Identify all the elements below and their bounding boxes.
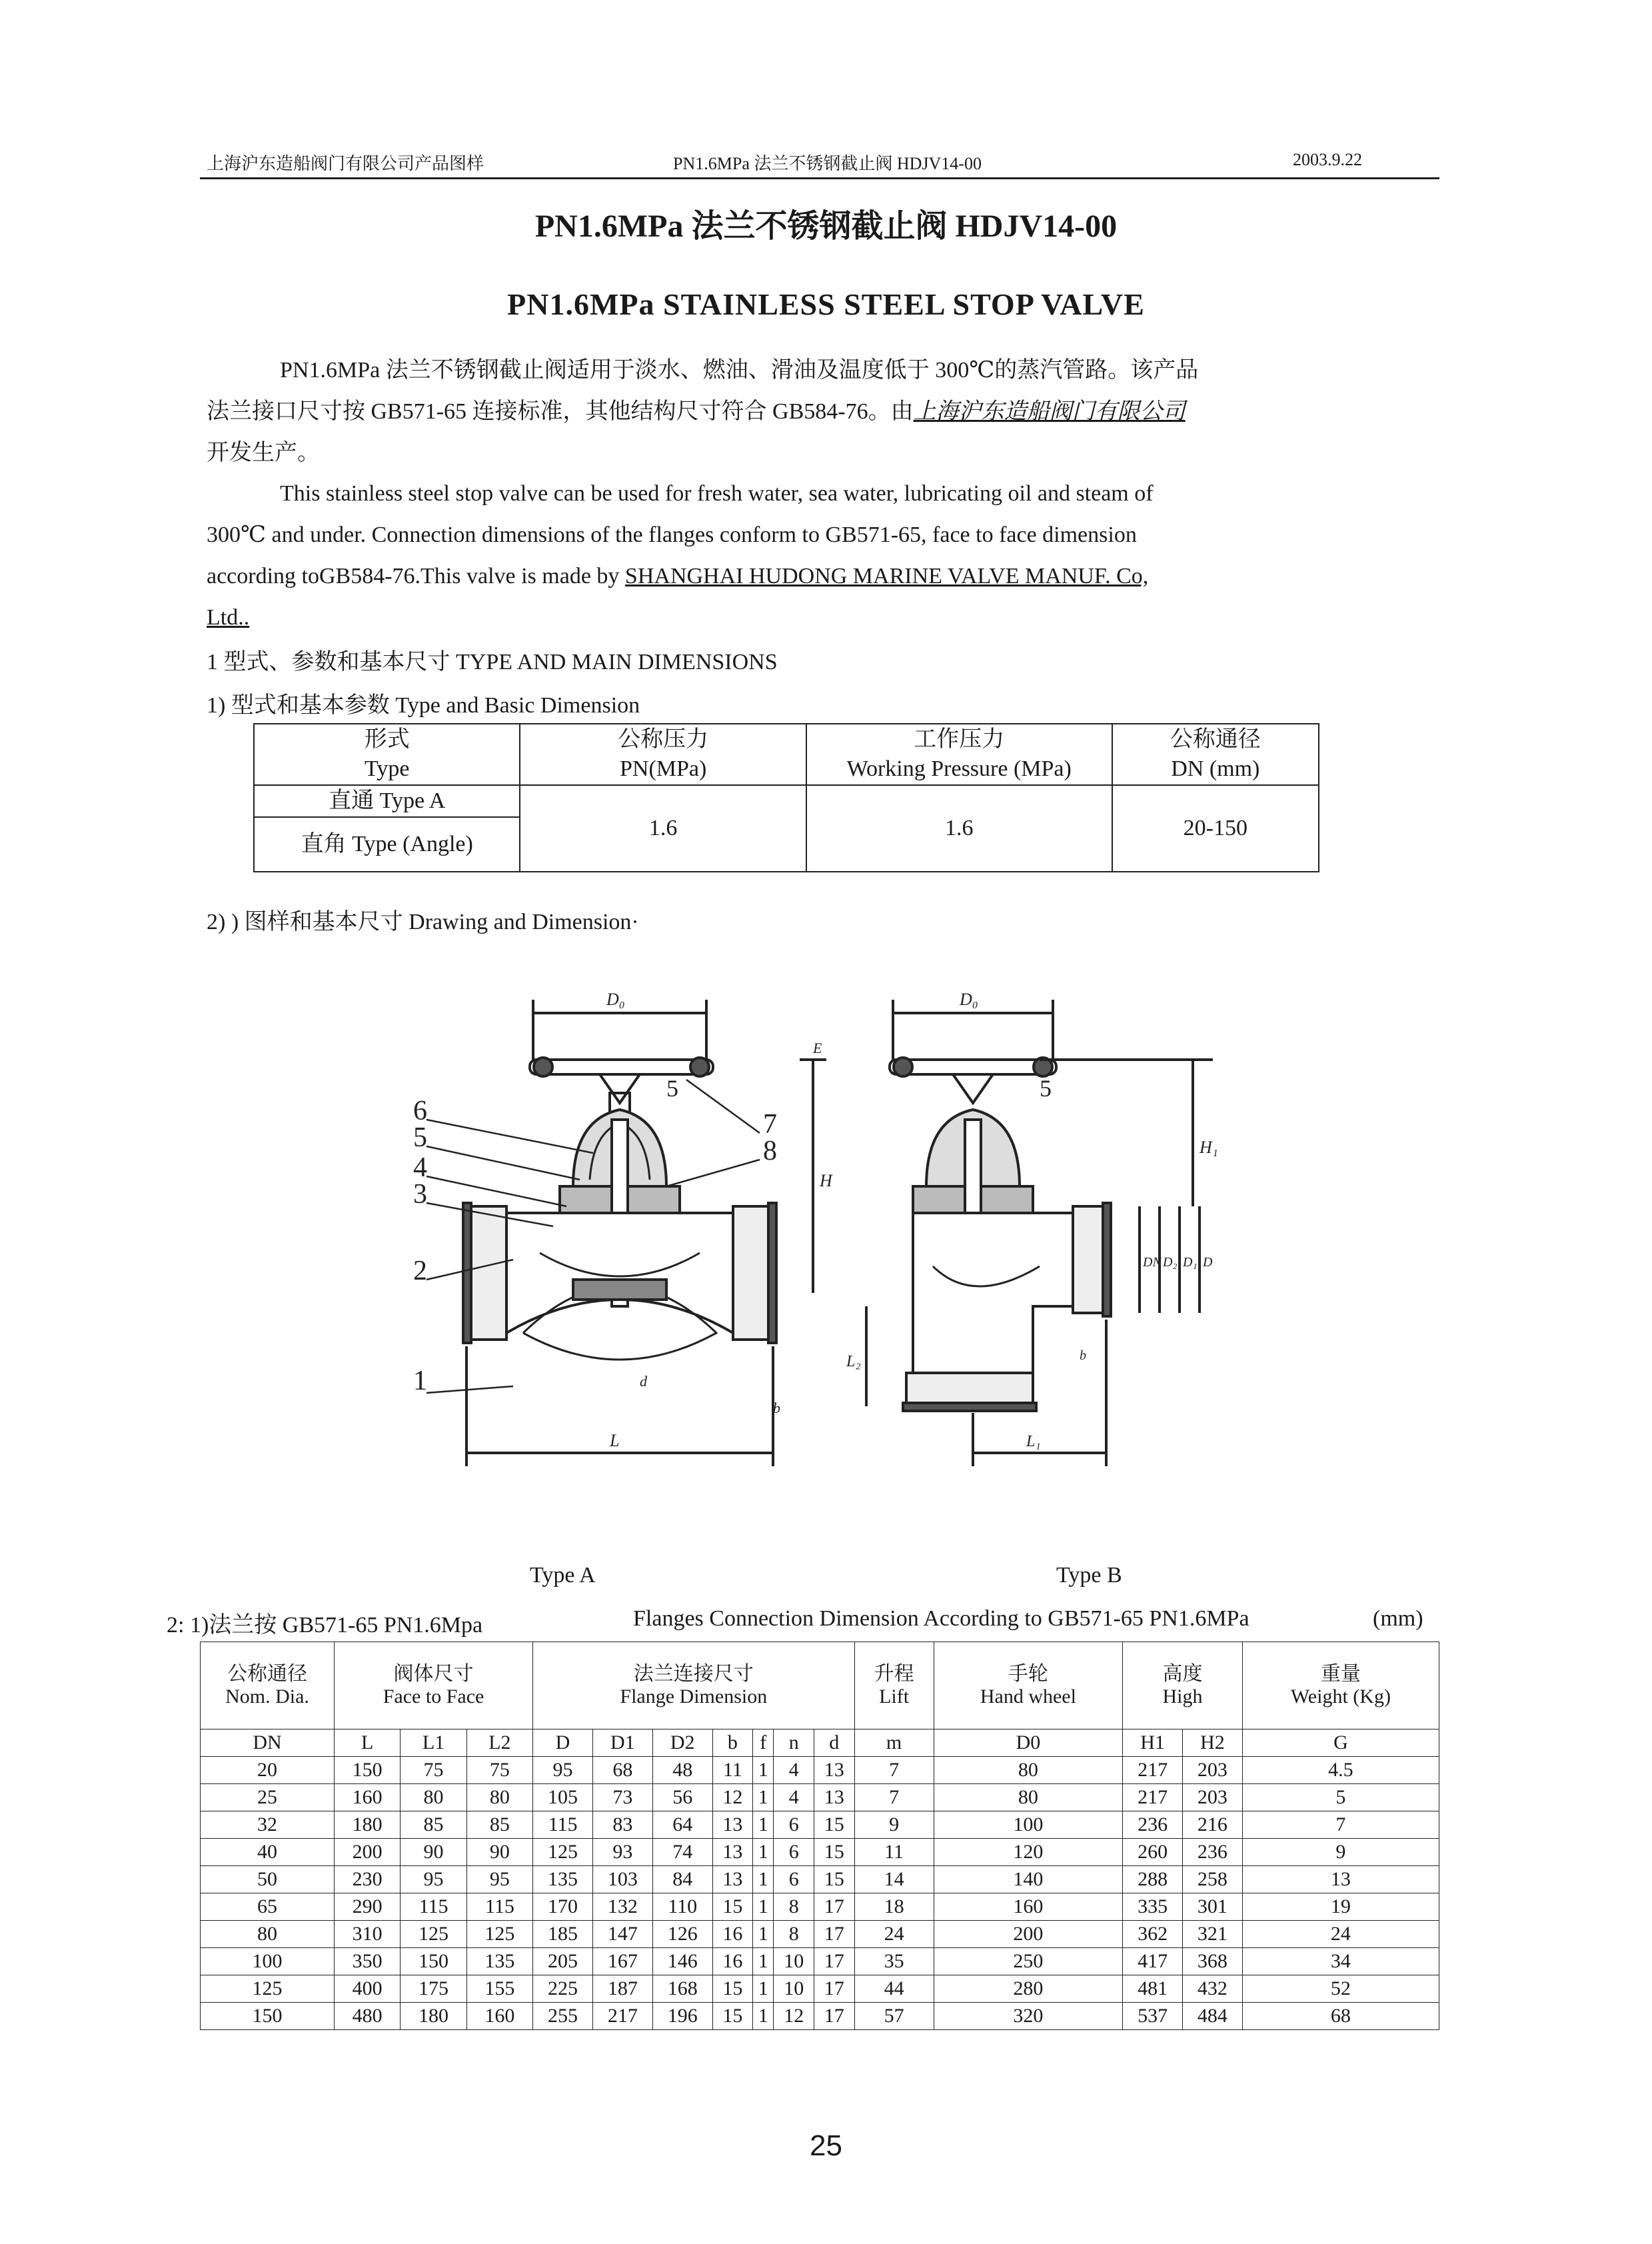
- table-cell: 290: [335, 1893, 401, 1921]
- table-cell: 15: [712, 1893, 753, 1921]
- type-a-cell: 直通 Type A: [254, 785, 520, 817]
- intro-cn-line3: 开发生产。: [207, 441, 320, 465]
- table-row: [201, 1975, 1439, 2003]
- table-cell: 1: [753, 1921, 774, 1948]
- table-cell: 417: [1123, 1948, 1183, 1975]
- table-cell: 13: [814, 1757, 854, 1784]
- table-cell: 236: [1183, 1839, 1243, 1866]
- table-cell: 15: [712, 2003, 753, 2030]
- table-cell: 160: [934, 1893, 1122, 1921]
- header-dn: [1112, 724, 1319, 785]
- header-pn: [520, 724, 806, 785]
- table-cell: 205: [533, 1948, 593, 1975]
- table-cell: 24: [854, 1921, 934, 1948]
- table-cell: 13: [712, 1866, 753, 1893]
- table-cell: 180: [401, 2003, 466, 2030]
- intro-cn-line2-text: 法兰接口尺寸按 GB571-65 连接标准，其他结构尺寸符合 GB584-76。由: [207, 399, 914, 424]
- table-cell: 203: [1183, 1757, 1243, 1784]
- page-number: 25: [810, 2129, 842, 2162]
- col-header: G: [1242, 1729, 1439, 1757]
- group-handwheel-en: Hand wheel: [980, 1685, 1076, 1707]
- dim-label-b-dn: DN: [1143, 1255, 1162, 1270]
- part-label-1: 1: [413, 1366, 427, 1396]
- table-cell: 84: [652, 1866, 712, 1893]
- table-cell: 481: [1123, 1975, 1183, 2003]
- table-row: [201, 1893, 1439, 1921]
- part-label-4: 4: [413, 1152, 427, 1183]
- intro-cn-line1: PN1.6MPa 法兰不锈钢截止阀适用于淡水、燃油、滑油及温度低于 300℃的蒸汽管路。该产品: [280, 358, 1199, 383]
- dim-label-d0: D₀: [606, 990, 625, 1009]
- table-cell: 40: [201, 1839, 335, 1866]
- table-cell: 321: [1183, 1921, 1243, 1948]
- table-cell: 17: [814, 1948, 854, 1975]
- col-header: L2: [466, 1729, 532, 1757]
- table-row: [201, 1811, 1439, 1839]
- group-high-cn: 高度: [1162, 1663, 1203, 1685]
- header-type-en: Type: [364, 756, 410, 781]
- column-header-row: [201, 1729, 1439, 1757]
- table-cell: 85: [466, 1811, 532, 1839]
- header-date: 2003.9.22: [1293, 150, 1362, 169]
- table-cell: 203: [1183, 1784, 1243, 1811]
- header-pn-cn: 公称压力: [618, 727, 709, 752]
- table-cell: 68: [1242, 2003, 1439, 2030]
- table-cell: 280: [934, 1975, 1122, 2003]
- table-cell: 80: [201, 1921, 335, 1948]
- header-company: 上海沪东造船阀门有限公司产品图样: [207, 154, 484, 173]
- table-cell: 74: [652, 1839, 712, 1866]
- table-cell: 120: [934, 1839, 1122, 1866]
- group-nom-dia-cn: 公称通径: [227, 1663, 307, 1685]
- table-cell: 9: [1242, 1839, 1439, 1866]
- header-type: [254, 724, 520, 785]
- table-row: [201, 1948, 1439, 1975]
- table-cell: 10: [774, 1948, 814, 1975]
- table-cell: 5: [1242, 1784, 1439, 1811]
- table-cell: 15: [814, 1839, 854, 1866]
- table-cell: 95: [533, 1757, 593, 1784]
- table-cell: 68: [592, 1757, 652, 1784]
- part-label-8: 8: [763, 1136, 777, 1166]
- table-cell: 4: [774, 1784, 814, 1811]
- table-cell: 6: [774, 1811, 814, 1839]
- table-cell: 90: [401, 1839, 466, 1866]
- table-cell: 32: [201, 1811, 335, 1839]
- table-cell: 15: [712, 1975, 753, 2003]
- caption-type-b: Type B: [1056, 1563, 1122, 1588]
- table-cell: 146: [652, 1948, 712, 1975]
- caption-type-a: Type A: [530, 1563, 596, 1588]
- table-cell: 1: [753, 1839, 774, 1866]
- dim-label-e: E: [813, 1040, 822, 1056]
- table-cell: 93: [592, 1839, 652, 1866]
- table-cell: 288: [1123, 1866, 1183, 1893]
- intro-en-line3: [207, 556, 1419, 597]
- table-cell: 85: [401, 1811, 466, 1839]
- table-row: [201, 1839, 1439, 1866]
- table-cell: 484: [1183, 2003, 1243, 2030]
- table-cell: 11: [854, 1839, 934, 1866]
- section-1-2-heading: 2) ) 图样和基本尺寸 Drawing and Dimension·: [207, 910, 639, 934]
- table-cell: 150: [201, 2003, 335, 2030]
- table-cell: 170: [533, 1893, 593, 1921]
- col-header: m: [854, 1729, 934, 1757]
- table-cell: 350: [335, 1948, 401, 1975]
- table-cell: 362: [1123, 1921, 1183, 1948]
- table-cell: 147: [592, 1921, 652, 1948]
- table-cell: 260: [1123, 1839, 1183, 1866]
- dim-label-b-d2: D₂: [1163, 1255, 1178, 1270]
- table-cell: 12: [774, 2003, 814, 2030]
- table-cell: 95: [401, 1866, 466, 1893]
- table-row: [201, 1784, 1439, 1811]
- table-cell: 15: [814, 1866, 854, 1893]
- table-cell: 196: [652, 2003, 712, 2030]
- table-row: [254, 785, 1319, 817]
- table-cell: 80: [934, 1757, 1122, 1784]
- col-header: D1: [592, 1729, 652, 1757]
- section-1-1-heading: 1) 型式和基本参数 Type and Basic Dimension: [207, 693, 640, 718]
- page-title-en: PN1.6MPa STAINLESS STEEL STOP VALVE: [507, 287, 1145, 321]
- table-cell: 57: [854, 2003, 934, 2030]
- col-header: L1: [401, 1729, 466, 1757]
- table-cell: 12: [712, 1784, 753, 1811]
- col-header: D: [533, 1729, 593, 1757]
- table-cell: 187: [592, 1975, 652, 2003]
- table-cell: 125: [201, 1975, 335, 2003]
- intro-en-line4: Ltd..: [207, 605, 250, 630]
- group-high-en: High: [1162, 1685, 1203, 1707]
- group-handwheel-cn: 手轮: [1008, 1663, 1048, 1685]
- table-cell: 11: [712, 1757, 753, 1784]
- table-cell: 135: [533, 1866, 593, 1893]
- col-header: f: [753, 1729, 774, 1757]
- dim-label-b-d1: D₁: [1183, 1255, 1198, 1270]
- group-nom-dia-en: Nom. Dia.: [225, 1685, 309, 1707]
- dim-label-h: H: [820, 1171, 832, 1190]
- table-cell: 52: [1242, 1975, 1439, 2003]
- part-label-7: 7: [763, 1109, 777, 1140]
- table-cell: 110: [652, 1893, 712, 1921]
- table-cell: 50: [201, 1866, 335, 1893]
- wp-cell: 1.6: [806, 785, 1112, 872]
- table-cell: 200: [335, 1839, 401, 1866]
- table-cell: 95: [466, 1866, 532, 1893]
- group-header-row: [201, 1642, 1439, 1729]
- group-lift-cn: 升程: [874, 1663, 914, 1685]
- table-cell: 225: [533, 1975, 593, 2003]
- valve-drawing-type-a: [400, 986, 866, 1533]
- table-cell: 217: [592, 2003, 652, 2030]
- table-cell: 537: [1123, 2003, 1183, 2030]
- table-cell: 320: [934, 2003, 1122, 2030]
- table-cell: 1: [753, 1757, 774, 1784]
- col-header: b: [712, 1729, 753, 1757]
- table-cell: 125: [401, 1921, 466, 1948]
- table-cell: 216: [1183, 1811, 1243, 1839]
- table-cell: 83: [592, 1811, 652, 1839]
- part-label-b-5: 5: [1040, 1075, 1052, 1102]
- section-2-heading-cn: 2: 1)法兰按 GB571-65 PN1.6Mpa: [167, 1613, 483, 1638]
- table-cell: 6: [774, 1839, 814, 1866]
- table-cell: 168: [652, 1975, 712, 2003]
- header-type-cn: 形式: [364, 727, 410, 752]
- intro-cn-line2: [207, 391, 1419, 433]
- table-cell: 44: [854, 1975, 934, 2003]
- group-flange-en: Flange Dimension: [620, 1685, 768, 1707]
- table-cell: 1: [753, 1784, 774, 1811]
- header-product: PN1.6MPa 法兰不锈钢截止阀 HDJV14-00: [673, 154, 982, 173]
- table-cell: 432: [1183, 1975, 1243, 2003]
- table-cell: 180: [335, 1811, 401, 1839]
- valve-drawing-type-b: [840, 986, 1239, 1533]
- table-cell: 16: [712, 1948, 753, 1975]
- table-cell: 80: [401, 1784, 466, 1811]
- table-cell: 17: [814, 1893, 854, 1921]
- table-cell: 48: [652, 1757, 712, 1784]
- table-cell: 1: [753, 1893, 774, 1921]
- table-cell: 19: [1242, 1893, 1439, 1921]
- section-1-heading: 1 型式、参数和基本尺寸 TYPE AND MAIN DIMENSIONS: [207, 650, 778, 674]
- group-nom-dia: [201, 1642, 335, 1729]
- table-cell: 301: [1183, 1893, 1243, 1921]
- table-cell: 34: [1242, 1948, 1439, 1975]
- dim-label-b: b: [773, 1400, 780, 1416]
- col-header: H1: [1123, 1729, 1183, 1757]
- table-cell: 80: [466, 1784, 532, 1811]
- table-cell: 17: [814, 2003, 854, 2030]
- table-cell: 126: [652, 1921, 712, 1948]
- table-row: [201, 1866, 1439, 1893]
- table-cell: 75: [401, 1757, 466, 1784]
- table-cell: 160: [466, 2003, 532, 2030]
- table-cell: 25: [201, 1784, 335, 1811]
- table-cell: 368: [1183, 1948, 1243, 1975]
- page-title-cn: PN1.6MPa 法兰不锈钢截止阀 HDJV14-00: [534, 209, 1118, 244]
- group-high: [1123, 1642, 1243, 1729]
- col-header: D0: [934, 1729, 1122, 1757]
- table-cell: 13: [712, 1839, 753, 1866]
- table-cell: 150: [401, 1948, 466, 1975]
- table-cell: 140: [934, 1866, 1122, 1893]
- group-face-to-face-cn: 阀体尺寸: [393, 1663, 474, 1685]
- group-flange-cn: 法兰连接尺寸: [633, 1663, 754, 1685]
- header-pn-en: PN(MPa): [619, 756, 707, 781]
- group-face-to-face: [335, 1642, 533, 1729]
- table-cell: 255: [533, 2003, 593, 2030]
- table-cell: 230: [335, 1866, 401, 1893]
- table-cell: 480: [335, 2003, 401, 2030]
- table-cell: 236: [1123, 1811, 1183, 1839]
- table-cell: 1: [753, 1975, 774, 2003]
- table-cell: 8: [774, 1921, 814, 1948]
- table-cell: 9: [854, 1811, 934, 1839]
- table-cell: 125: [466, 1921, 532, 1948]
- table-cell: 115: [466, 1893, 532, 1921]
- dimension-table: [200, 1642, 1439, 2030]
- section-2-unit: (mm): [1373, 1606, 1423, 1631]
- group-weight-en: Weight (Kg): [1290, 1685, 1391, 1707]
- table-cell: 100: [934, 1811, 1122, 1839]
- table-cell: 135: [466, 1948, 532, 1975]
- table-cell: 132: [592, 1893, 652, 1921]
- intro-en-line2: 300℃ and under. Connection dimensions of the flanges conform to GB571-65, face to face dimension: [207, 523, 1137, 547]
- intro-cn-company: 上海沪东造船阀门有限公司: [913, 399, 1186, 424]
- header-wp-en: Working Pressure (MPa): [846, 756, 1072, 781]
- table-cell: 80: [934, 1784, 1122, 1811]
- table-cell: 17: [814, 1921, 854, 1948]
- intro-en-line1: This stainless steel stop valve can be used for fresh water, sea water, lubricating oil and steam of: [280, 481, 1154, 506]
- table-cell: 115: [533, 1811, 593, 1839]
- table-cell: 400: [335, 1975, 401, 2003]
- dim-label-b-l2: L₂: [846, 1353, 861, 1370]
- dim-label-b-b: b: [1080, 1348, 1086, 1363]
- group-weight: [1242, 1642, 1439, 1729]
- part-label-2: 2: [413, 1256, 427, 1286]
- type-b-cell: 直角 Type (Angle): [254, 817, 520, 872]
- header-wp: [806, 724, 1112, 785]
- dim-label-b-d0: D₀: [960, 990, 978, 1009]
- table-cell: 20: [201, 1757, 335, 1784]
- table-cell: 200: [934, 1921, 1122, 1948]
- table-cell: 258: [1183, 1866, 1243, 1893]
- header-dn-cn: 公称通径: [1170, 727, 1261, 752]
- table-cell: 18: [854, 1893, 934, 1921]
- table-cell: 1: [753, 1948, 774, 1975]
- group-lift-en: Lift: [879, 1685, 910, 1707]
- col-header: L: [335, 1729, 401, 1757]
- table-cell: 75: [466, 1757, 532, 1784]
- table-cell: 15: [814, 1811, 854, 1839]
- table-cell: 217: [1123, 1757, 1183, 1784]
- group-face-to-face-en: Face to Face: [383, 1685, 484, 1707]
- header-rule: [200, 177, 1439, 179]
- table-cell: 7: [1242, 1811, 1439, 1839]
- pn-cell: 1.6: [520, 785, 806, 872]
- table-cell: 160: [335, 1784, 401, 1811]
- part-label-5b: 5: [666, 1075, 678, 1102]
- col-header: DN: [201, 1729, 335, 1757]
- table-cell: 6: [774, 1866, 814, 1893]
- group-lift: [854, 1642, 934, 1729]
- table-cell: 7: [854, 1757, 934, 1784]
- table-cell: 13: [814, 1784, 854, 1811]
- table-cell: 4.5: [1242, 1757, 1439, 1784]
- table-cell: 7: [854, 1784, 934, 1811]
- table-cell: 65: [201, 1893, 335, 1921]
- table-cell: 125: [533, 1839, 593, 1866]
- section-2-heading-en: Flanges Connection Dimension According to GB571-65 PN1.6MPa: [633, 1606, 1249, 1631]
- table-cell: 90: [466, 1839, 532, 1866]
- group-flange: [533, 1642, 854, 1729]
- col-header: n: [774, 1729, 814, 1757]
- table-cell: 73: [592, 1784, 652, 1811]
- table-cell: 100: [201, 1948, 335, 1975]
- intro-cn: [207, 350, 1419, 474]
- dn-cell: 20-150: [1112, 785, 1319, 872]
- table-cell: 14: [854, 1866, 934, 1893]
- table-cell: 24: [1242, 1921, 1439, 1948]
- table-cell: 17: [814, 1975, 854, 2003]
- group-handwheel: [934, 1642, 1122, 1729]
- part-label-3: 3: [413, 1179, 427, 1210]
- col-header: D2: [652, 1729, 712, 1757]
- table-cell: 150: [335, 1757, 401, 1784]
- col-header: d: [814, 1729, 854, 1757]
- table-cell: 10: [774, 1975, 814, 2003]
- table-cell: 16: [712, 1921, 753, 1948]
- header-wp-cn: 工作压力: [914, 727, 1005, 752]
- table-cell: 64: [652, 1811, 712, 1839]
- group-weight-cn: 重量: [1320, 1663, 1361, 1685]
- intro-en-line3-text: according toGB584-76.This valve is made by: [207, 564, 625, 588]
- table-cell: 1: [753, 2003, 774, 2030]
- table-cell: 35: [854, 1948, 934, 1975]
- table-cell: 105: [533, 1784, 593, 1811]
- table-cell: 217: [1123, 1784, 1183, 1811]
- part-label-6: 6: [413, 1096, 427, 1126]
- table-cell: 13: [712, 1811, 753, 1839]
- dim-label-b-h1: H₁: [1200, 1138, 1218, 1157]
- table-cell: 1: [753, 1866, 774, 1893]
- table-cell: 115: [401, 1893, 466, 1921]
- table-row: [201, 1921, 1439, 1948]
- table-row: [201, 1757, 1439, 1784]
- table-cell: 1: [753, 1811, 774, 1839]
- table-cell: 185: [533, 1921, 593, 1948]
- dim-label-b-d: D: [1203, 1255, 1213, 1270]
- table-cell: 13: [1242, 1866, 1439, 1893]
- table-cell: 56: [652, 1784, 712, 1811]
- table-cell: 310: [335, 1921, 401, 1948]
- dim-label-b-l1: L₁: [1026, 1433, 1041, 1450]
- table-cell: 4: [774, 1757, 814, 1784]
- table-header-row: [254, 724, 1319, 785]
- table-row: [201, 2003, 1439, 2030]
- header-dn-en: DN (mm): [1171, 756, 1260, 781]
- intro-en: [207, 473, 1419, 638]
- table-cell: 335: [1123, 1893, 1183, 1921]
- col-header: H2: [1183, 1729, 1243, 1757]
- table-cell: 167: [592, 1948, 652, 1975]
- dim-label-d: d: [640, 1373, 647, 1390]
- dim-label-l: L: [610, 1431, 620, 1450]
- table-cell: 175: [401, 1975, 466, 2003]
- table-cell: 103: [592, 1866, 652, 1893]
- dimension-rows: [201, 1757, 1439, 2030]
- intro-en-company: SHANGHAI HUDONG MARINE VALVE MANUF. Co,: [624, 564, 1149, 588]
- part-label-5: 5: [413, 1122, 427, 1153]
- table-cell: 250: [934, 1948, 1122, 1975]
- basic-parameter-table: [253, 723, 1319, 872]
- table-cell: 155: [466, 1975, 532, 2003]
- table-cell: 8: [774, 1893, 814, 1921]
